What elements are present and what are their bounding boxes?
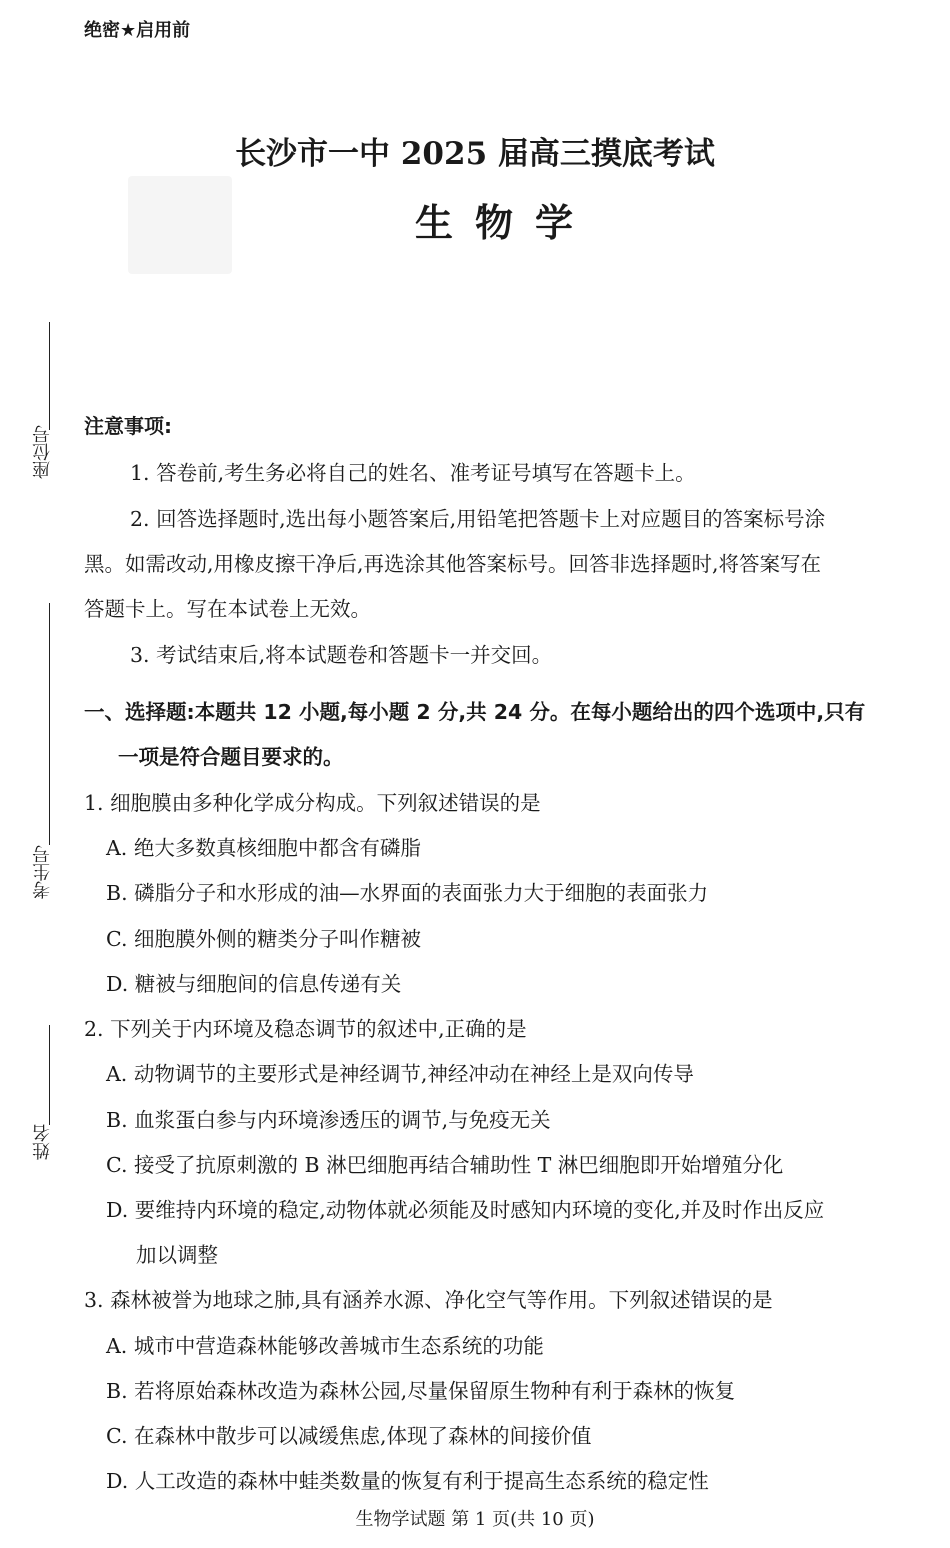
notice-item-2-line-3: 答题卡上。写在本试卷上无效。 (84, 597, 371, 621)
subject-title: 生物学 (414, 201, 595, 245)
name-label: 姓名 (32, 1124, 53, 1160)
notice-item-2-line-2: 黑。如需改动,用橡皮擦干净后,再选涂其他答案标号。回答非选择题时,将答案写在 (84, 552, 822, 576)
question-1-option-d: D. 糖被与细胞间的信息传递有关 (106, 972, 402, 996)
question-1-stem: 1. 细胞膜由多种化学成分构成。下列叙述错误的是 (84, 791, 541, 815)
confidential-label: 绝密★启用前 (84, 20, 191, 41)
seat-label: 座位号 (32, 425, 53, 479)
question-2-stem: 2. 下列关于内环境及稳态调节的叙述中,正确的是 (84, 1017, 527, 1041)
question-1-option-a: A. 绝大多数真核细胞中都含有磷脂 (106, 836, 421, 860)
section-heading-line-1: 一、选择题:本题共 12 小题,每小题 2 分,共 24 分。在每小题给出的四个选项中,只有 (84, 700, 866, 724)
section-heading-line-2: 一项是符合题目要求的。 (118, 745, 344, 769)
page-footer: 生物学试题 第 1 页(共 10 页) (355, 1509, 595, 1530)
question-2-option-c: C. 接受了抗原刺激的 B 淋巴细胞再结合辅助性 T 淋巴细胞即开始增殖分化 (106, 1153, 784, 1177)
question-3-option-c: C. 在森林中散步可以减缓焦虑,体现了森林的间接价值 (106, 1424, 592, 1448)
question-3-option-a: A. 城市中营造森林能够改善城市生态系统的功能 (106, 1334, 544, 1358)
question-2-option-d-continued: 加以调整 (136, 1243, 218, 1267)
question-1-option-c: C. 细胞膜外侧的糖类分子叫作糖被 (106, 927, 421, 951)
question-2-option-d: D. 要维持内环境的稳定,动物体就必须能及时感知内环境的变化,并及时作出反应 (106, 1198, 825, 1222)
exam-no-label: 考生号 (32, 845, 53, 899)
exam-no-line (49, 603, 50, 845)
notice-heading: 注意事项: (84, 414, 172, 438)
notice-item-3: 3. 考试结束后,将本试题卷和答题卡一并交回。 (130, 643, 553, 667)
seat-line (49, 322, 50, 430)
notice-item-1: 1. 答卷前,考生务必将自己的姓名、准考证号填写在答题卡上。 (130, 461, 696, 485)
exam-title: 长沙市一中 2025 届高三摸底考试 (235, 136, 715, 172)
notice-item-2-line-1: 2. 回答选择题时,选出每小题答案后,用铅笔把答题卡上对应题目的答案标号涂 (130, 507, 826, 531)
question-3-stem: 3. 森林被誉为地球之肺,具有涵养水源、净化空气等作用。下列叙述错误的是 (84, 1288, 773, 1312)
question-3-option-b: B. 若将原始森林改造为森林公园,尽量保留原生物种有利于森林的恢复 (106, 1379, 736, 1403)
question-2-option-a: A. 动物调节的主要形式是神经调节,神经冲动在神经上是双向传导 (106, 1062, 694, 1086)
question-1-option-b: B. 磷脂分子和水形成的油—水界面的表面张力大于细胞的表面张力 (106, 881, 709, 905)
question-2-option-b: B. 血浆蛋白参与内环境渗透压的调节,与免疫无关 (106, 1108, 551, 1132)
question-3-option-d: D. 人工改造的森林中蛙类数量的恢复有利于提高生态系统的稳定性 (106, 1469, 709, 1493)
name-line (49, 1025, 50, 1125)
